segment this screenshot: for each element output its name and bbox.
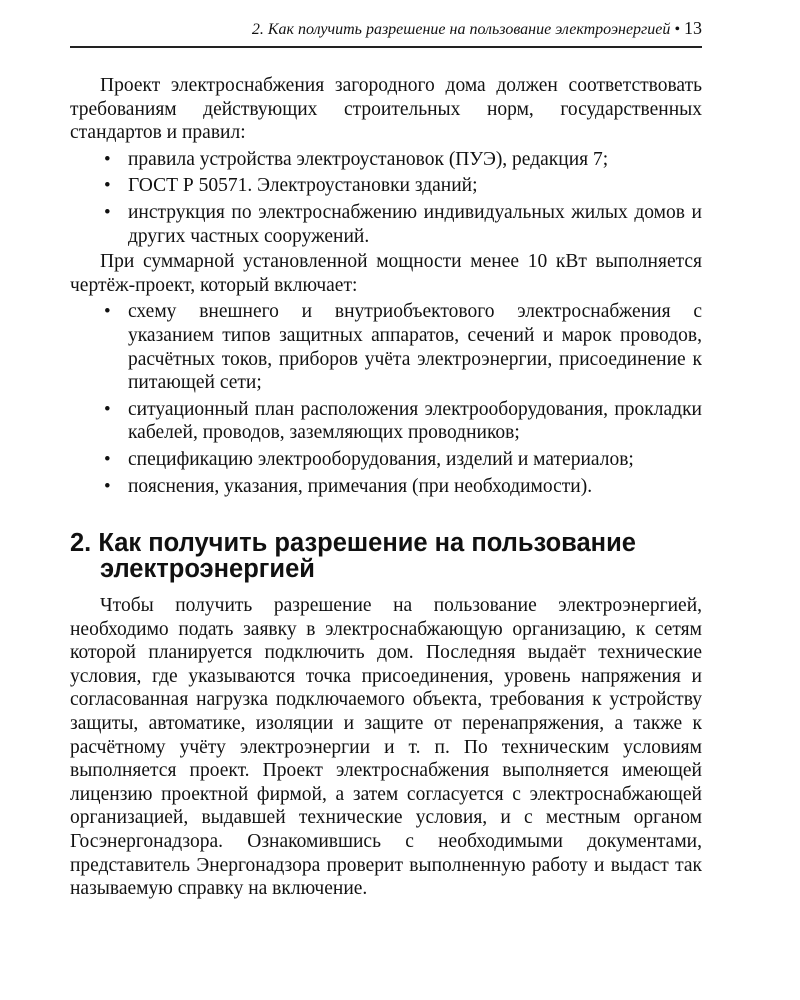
bullet-icon: • [104,148,111,170]
running-title: 2. Как получить разрешение на пользование электроэнергией [251,21,671,38]
bullet-icon: • [104,175,111,197]
list-item: • спецификацию электрооборудования, изделий и материалов; [104,448,634,470]
list-item: • инструкция по электроснабжению индивидуальных жилых домов и других частных сооружений. [104,201,702,247]
drawing-paragraph: При суммарной установленной мощности менее 10 кВт выполняется чертёж-проект, который включает: [70,251,702,296]
header-rule [70,46,702,48]
header-separator: • [674,21,680,38]
list-item: • пояснения, указания, примечания (при необходимости). [104,475,593,497]
bullet-icon: • [104,475,111,497]
standards-list [70,148,702,248]
bullet-icon: • [104,201,111,223]
bullet-icon: • [104,301,111,323]
running-header [70,18,702,39]
bullet-icon: • [104,448,111,470]
intro-paragraph: Проект электроснабжения загородного дома должен соответствовать требованиям действующих строительных норм, государственных стандартов и правил: [70,75,702,144]
list-item: • ГОСТ Р 50571. Электроустановки зданий; [104,175,478,197]
bullet-icon: • [104,398,111,420]
drawing-contents-list [70,300,702,498]
page-body [70,74,702,901]
section-heading: 2. Как получить разрешение на пользование электроэнергией [70,529,636,584]
list-item: • схему внешнего и внутриобъектового электроснабжения с указанием типов защитных аппаратов, сечений и марок проводов, расчётных токов, приборов учёта электроэнергии, присоединение к питающей сети; [104,301,702,394]
section-paragraph: Чтобы получить разрешение на пользование электроэнергией, необходимо подать заявку в электроснабжающую организацию, к сетям которой планируется подключить дом. Последняя выдаёт технические условия, где указываются точка присоединения, уровень напряжения и согласованная нагрузка подключаемого объекта, требования к устройству защиты, автоматике, изоляции и защите от перенапряжения, а также к расчётному учёту электроэнергии и т. п. По техническим условиям выполняется проект. Проект электроснабжения выполняется имеющей лицензию проектной фирмой, а затем согласуется с электроснабжающей организацией, выдавшей технические условия, и с местным органом Госэнергонадзора. Ознакомившись с необходимыми документами, представитель Энергонадзора проверит выполненную работу и выдаст так называемую справку на включение. [70,595,702,900]
list-item: • ситуационный план расположения электрооборудования, прокладки кабелей, проводов, заземляющих проводников; [104,398,702,444]
list-item: • правила устройства электроустановок (ПУЭ), редакция 7; [104,148,609,170]
page-number: 13 [684,18,702,38]
